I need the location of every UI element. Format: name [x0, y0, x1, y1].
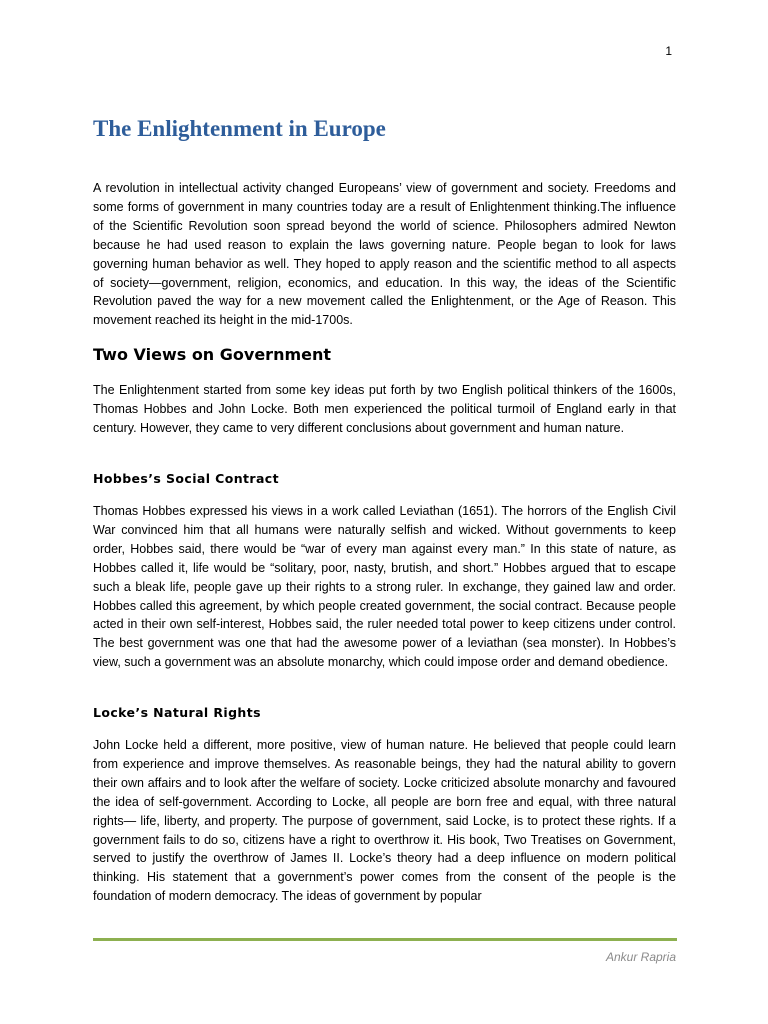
page-number: 1 [665, 44, 672, 58]
section-heading: Two Views on Government [93, 345, 332, 364]
section-paragraph: The Enlightenment started from some key ideas put forth by two English political thinkers of the 1600s, Thomas Hobbes and John Locke. Both men experienced the political turmoil of England early in that century. However, they came to very different conclusions about government and human nature. [93, 383, 676, 435]
locke-heading: Locke’s Natural Rights [93, 705, 261, 720]
footer-divider [93, 938, 677, 941]
hobbes-heading: Hobbes’s Social Contract [93, 471, 279, 486]
locke-paragraph: John Locke held a different, more positive, view of human nature. He believed that people could learn from experience and improve themselves. As reasonable beings, they had the natural ability to govern their own affairs and to look after the welfare of society. Locke criticized absolute monarchy and favoured the idea of self-government. According to Locke, all people are born free and equal, with three natural rights— life, liberty, and property. The purpose of government, said Locke, is to protect these rights. If a government fails to do so, citizens have a right to overthrow it. His book, Two Treatises on Government, served to justify the overthrow of James II. Locke’s theory had a deep influence on modern political thinking. His statement that a government’s power comes from the consent of the people is the foundation of modern democracy. The ideas of government by popular [93, 738, 676, 904]
footer-author: Ankur Rapria [605, 950, 676, 964]
document-title: The Enlightenment in Europe [93, 116, 386, 141]
intro-paragraph: A revolution in intellectual activity changed Europeans’ view of government and society. Freedoms and some forms of government in many countries today are a result of Enlightenment thinking.The influence of the Scientific Revolution soon spread beyond the world of science. Philosophers admired Newton because he had used reason to explain the laws governing nature. People began to look for laws governing human behavior as well. They hoped to apply reason and the scientific method to all aspects of society—government, religion, economics, and education. In this way, the ideas of the Scientific Revolution paved the way for a new movement called the Enlightenment, or the Age of Reason. This movement reached its height in the mid-1700s. [93, 181, 676, 328]
hobbes-paragraph: Thomas Hobbes expressed his views in a work called Leviathan (1651). The horrors of the English Civil War convinced him that all humans were naturally selfish and wicked. Without governments to keep order, Hobbes said, there would be “war of every man against every man.” In this state of nature, as Hobbes called it, life would be “solitary, poor, nasty, brutish, and short.” Hobbes argued that to escape such a bleak life, people gave up their rights to a strong ruler. In exchange, they gained law and order. Hobbes called this agreement, by which people created government, the social contract. Because people acted in their own self-interest, Hobbes said, the ruler needed total power to keep citizens under control. The best government was one that had the awesome power of a leviathan (sea monster). In Hobbes’s view, such a government was an absolute monarchy, which could impose order and demand obedience. [93, 504, 676, 670]
